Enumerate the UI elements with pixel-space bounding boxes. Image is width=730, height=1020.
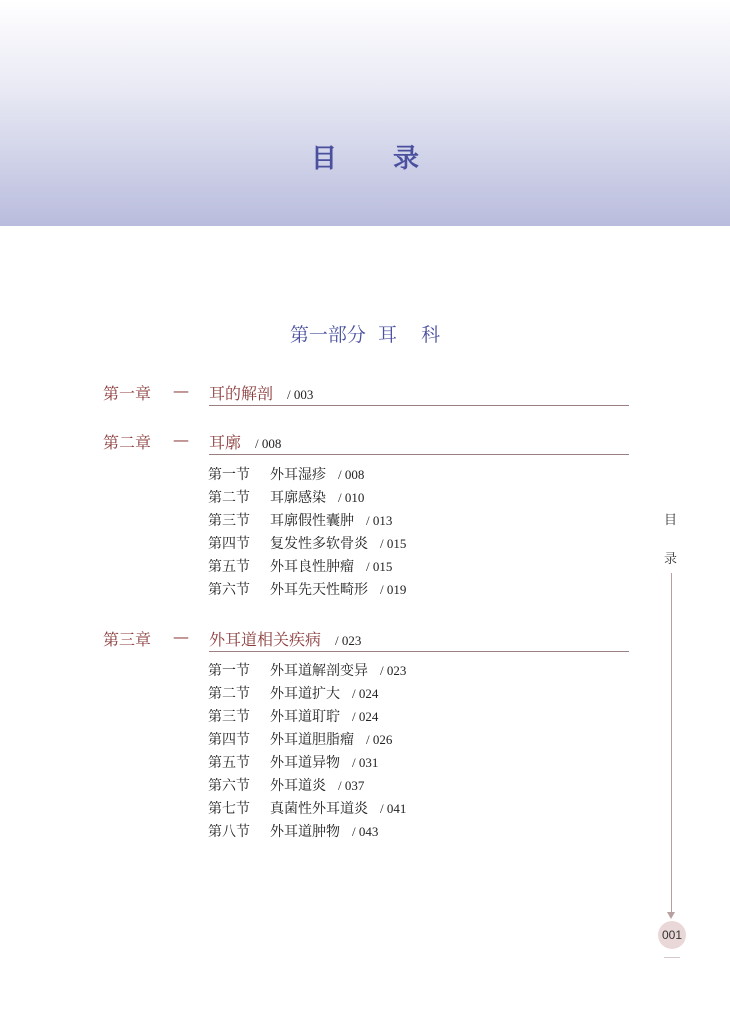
arrow-down-icon <box>667 912 675 919</box>
chapter-page: / 023 <box>335 633 362 648</box>
chapter-number: 第三章 <box>103 630 152 649</box>
toc-section[interactable] <box>208 464 364 484</box>
page-title: 目录 <box>310 144 475 174</box>
section-number: 第二节 <box>208 686 250 702</box>
section-page: / 024 <box>352 686 379 701</box>
toc-section[interactable] <box>208 706 378 726</box>
toc-section[interactable] <box>208 487 364 507</box>
section-title: 耳廓假性囊肿 <box>270 513 354 529</box>
side-label-bottom: 录 <box>664 552 678 567</box>
toc-section[interactable] <box>208 533 406 553</box>
section-page: / 041 <box>380 801 407 816</box>
section-page: / 026 <box>366 732 393 747</box>
section-number: 第四节 <box>208 732 250 748</box>
toc-section[interactable] <box>208 660 406 680</box>
section-page: / 023 <box>380 663 407 678</box>
page-number-badge: 001 <box>658 921 686 949</box>
section-number: 第五节 <box>208 559 250 575</box>
section-page: / 010 <box>338 490 365 505</box>
section-number: 第二节 <box>208 490 250 506</box>
toc-section[interactable] <box>208 729 392 749</box>
toc-chapter[interactable] <box>103 430 628 456</box>
section-number: 第一节 <box>208 663 250 679</box>
chapter-number: 第一章 <box>103 384 152 403</box>
section-title: 外耳道解剖变异 <box>270 663 368 679</box>
chapter-page: / 008 <box>255 436 282 451</box>
section-number: 第一节 <box>208 467 250 483</box>
section-title: 外耳道炎 <box>270 778 326 794</box>
section-page: / 024 <box>352 709 379 724</box>
section-title: 外耳道耵聍 <box>270 709 340 725</box>
section-number: 第三节 <box>208 709 250 725</box>
chapter-rule <box>209 454 629 455</box>
chapter-title: 耳的解剖 <box>209 384 274 403</box>
toc-chapter[interactable] <box>103 627 628 653</box>
section-title: 外耳道胆脂瘤 <box>270 732 354 748</box>
chapter-dash: — <box>173 627 189 646</box>
toc-section[interactable] <box>208 775 364 795</box>
toc-section[interactable] <box>208 556 392 576</box>
section-number: 第五节 <box>208 755 250 771</box>
chapter-title-wrap <box>209 627 361 650</box>
section-page: / 015 <box>380 536 407 551</box>
section-title: 外耳良性肿瘤 <box>270 559 354 575</box>
section-title: 外耳道肿物 <box>270 824 340 840</box>
toc-section[interactable] <box>208 683 378 703</box>
toc-chapter[interactable] <box>103 381 628 407</box>
chapter-page: / 003 <box>287 387 314 402</box>
chapter-title-wrap <box>209 381 313 404</box>
section-number: 第七节 <box>208 801 250 817</box>
section-number: 第三节 <box>208 513 250 529</box>
section-title: 外耳道异物 <box>270 755 340 771</box>
chapter-title: 耳廓 <box>209 433 242 452</box>
chapter-rule <box>209 651 629 652</box>
section-number: 第六节 <box>208 582 250 598</box>
section-page: / 015 <box>366 559 393 574</box>
section-title: 真菌性外耳道炎 <box>270 801 368 817</box>
section-page: / 031 <box>352 755 379 770</box>
section-title: 外耳湿疹 <box>270 467 326 483</box>
toc-section[interactable] <box>208 752 378 772</box>
section-title: 复发性多软骨炎 <box>270 536 368 552</box>
chapter-dash: — <box>173 381 189 400</box>
toc-section[interactable] <box>208 821 378 841</box>
chapter-title: 外耳道相关疾病 <box>209 630 322 649</box>
header-band <box>0 0 730 226</box>
section-number: 第四节 <box>208 536 250 552</box>
section-title: 外耳道扩大 <box>270 686 340 702</box>
part-title: 第一部分 耳 科 <box>289 324 441 346</box>
side-label-top: 目 <box>664 513 678 528</box>
page-underline <box>664 951 680 958</box>
section-page: / 043 <box>352 824 379 839</box>
section-title: 耳廓感染 <box>270 490 326 506</box>
chapter-title-wrap <box>209 430 281 453</box>
section-page: / 037 <box>338 778 365 793</box>
chapter-number: 第二章 <box>103 433 152 452</box>
section-page: / 013 <box>366 513 393 528</box>
chapter-dash: — <box>173 430 189 449</box>
section-number: 第八节 <box>208 824 250 840</box>
section-number: 第六节 <box>208 778 250 794</box>
section-page: / 019 <box>380 582 407 597</box>
toc-section[interactable] <box>208 798 406 818</box>
chapter-rule <box>209 405 629 406</box>
toc-section[interactable] <box>208 510 392 530</box>
side-guide-line <box>671 573 672 917</box>
section-page: / 008 <box>338 467 365 482</box>
toc-section[interactable] <box>208 579 406 599</box>
section-title: 外耳先天性畸形 <box>270 582 368 598</box>
